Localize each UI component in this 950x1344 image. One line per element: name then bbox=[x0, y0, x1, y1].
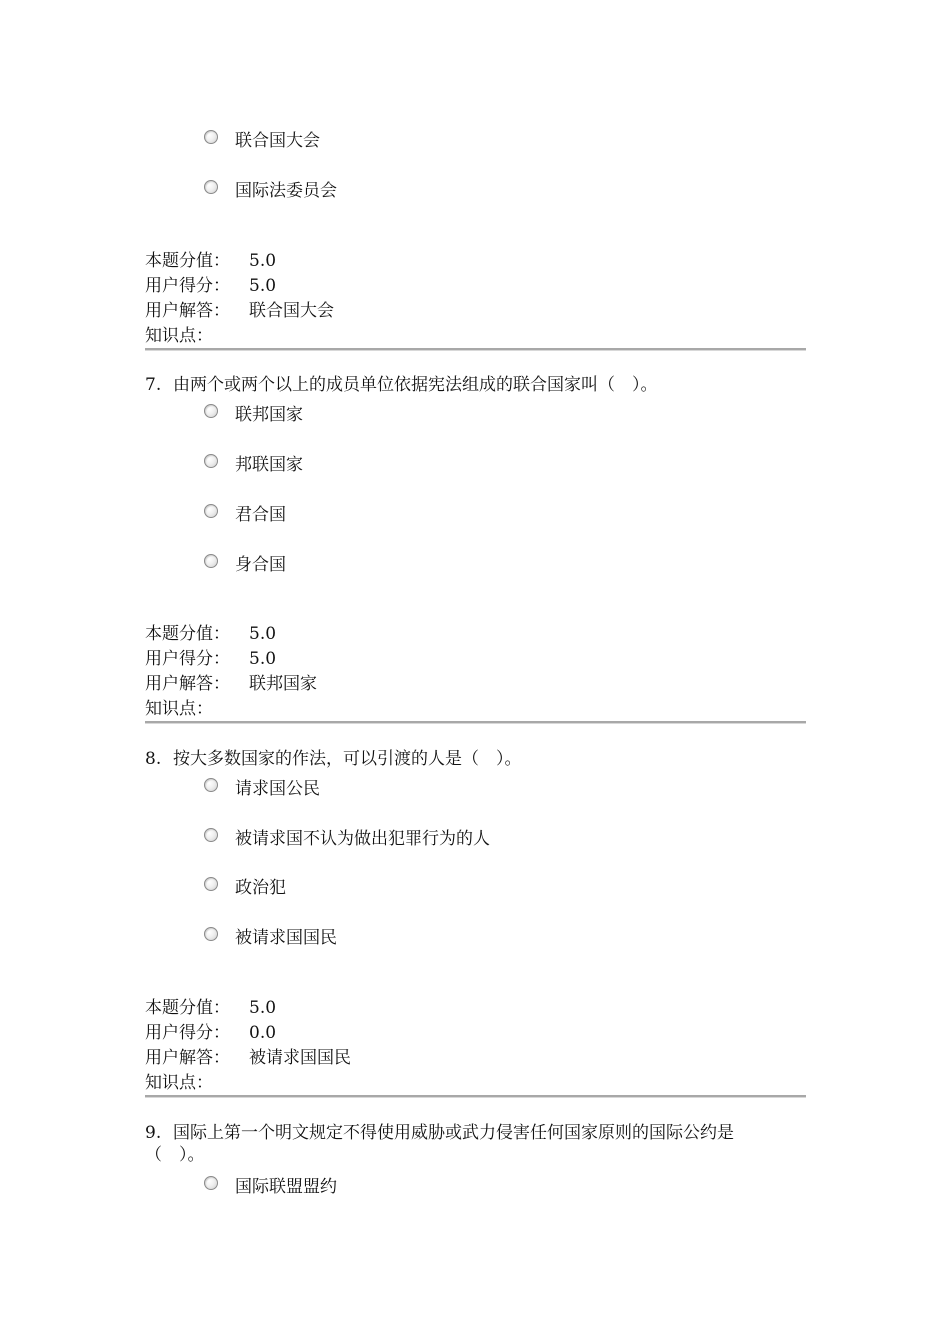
knowledge-row: 知识点： bbox=[145, 326, 213, 346]
option-label: 身合国 bbox=[235, 555, 286, 575]
radio-button-icon[interactable] bbox=[204, 828, 218, 842]
option-label: 联邦国家 bbox=[235, 405, 303, 425]
option-label: 君合国 bbox=[235, 505, 286, 525]
score-row: 本题分值： 5.0 bbox=[145, 251, 277, 271]
divider bbox=[145, 348, 806, 351]
divider bbox=[145, 1095, 806, 1098]
score-row: 本题分值： 5.0 bbox=[145, 998, 277, 1018]
knowledge-row: 知识点： bbox=[145, 699, 213, 719]
radio-button-icon[interactable] bbox=[204, 554, 218, 568]
question-text: 按大多数国家的作法，可以引渡的人是（ ）。 bbox=[173, 749, 522, 769]
option-label: 请求国公民 bbox=[235, 779, 320, 799]
radio-button-icon[interactable] bbox=[204, 1176, 218, 1190]
user-score-row: 用户得分： 5.0 bbox=[145, 649, 277, 669]
question-text: 由两个或两个以上的成员单位依据宪法组成的联合国家叫（ ）。 bbox=[173, 375, 658, 395]
radio-button-icon[interactable] bbox=[204, 877, 218, 891]
radio-button-icon[interactable] bbox=[204, 778, 218, 792]
question-7 bbox=[145, 374, 806, 396]
user-score-row: 用户得分： 0.0 bbox=[145, 1023, 277, 1043]
user-answer-row: 用户解答： 联合国大会 bbox=[145, 301, 334, 321]
radio-button-icon[interactable] bbox=[204, 404, 218, 418]
question-text: 国际上第一个明文规定不得使用威胁或武力侵害任何国家原则的国际公约是 bbox=[173, 1123, 734, 1143]
user-answer-row: 用户解答： 被请求国国民 bbox=[145, 1048, 351, 1068]
question-number: 7. bbox=[145, 375, 162, 395]
question-number: 8. bbox=[145, 749, 162, 769]
question-number: 9. bbox=[145, 1123, 162, 1143]
option-label: 联合国大会 bbox=[235, 131, 320, 151]
score-row: 本题分值： 5.0 bbox=[145, 624, 277, 644]
user-score-row: 用户得分： 5.0 bbox=[145, 276, 277, 296]
radio-button-icon[interactable] bbox=[204, 180, 218, 194]
knowledge-row: 知识点： bbox=[145, 1073, 213, 1093]
radio-button-icon[interactable] bbox=[204, 454, 218, 468]
radio-button-icon[interactable] bbox=[204, 927, 218, 941]
option-label: 国际法委员会 bbox=[235, 181, 337, 201]
option-label: 政治犯 bbox=[235, 878, 286, 898]
question-9 bbox=[145, 1122, 806, 1166]
user-answer-row: 用户解答： 联邦国家 bbox=[145, 674, 317, 694]
divider bbox=[145, 721, 806, 724]
option-label: 被请求国国民 bbox=[235, 928, 337, 948]
option-label: 国际联盟盟约 bbox=[235, 1177, 337, 1197]
radio-button-icon[interactable] bbox=[204, 130, 218, 144]
radio-button-icon[interactable] bbox=[204, 504, 218, 518]
question-8 bbox=[145, 748, 806, 770]
option-label: 被请求国不认为做出犯罪行为的人 bbox=[235, 829, 490, 849]
question-text-continued: （ ）。 bbox=[145, 1145, 205, 1165]
option-label: 邦联国家 bbox=[235, 455, 303, 475]
